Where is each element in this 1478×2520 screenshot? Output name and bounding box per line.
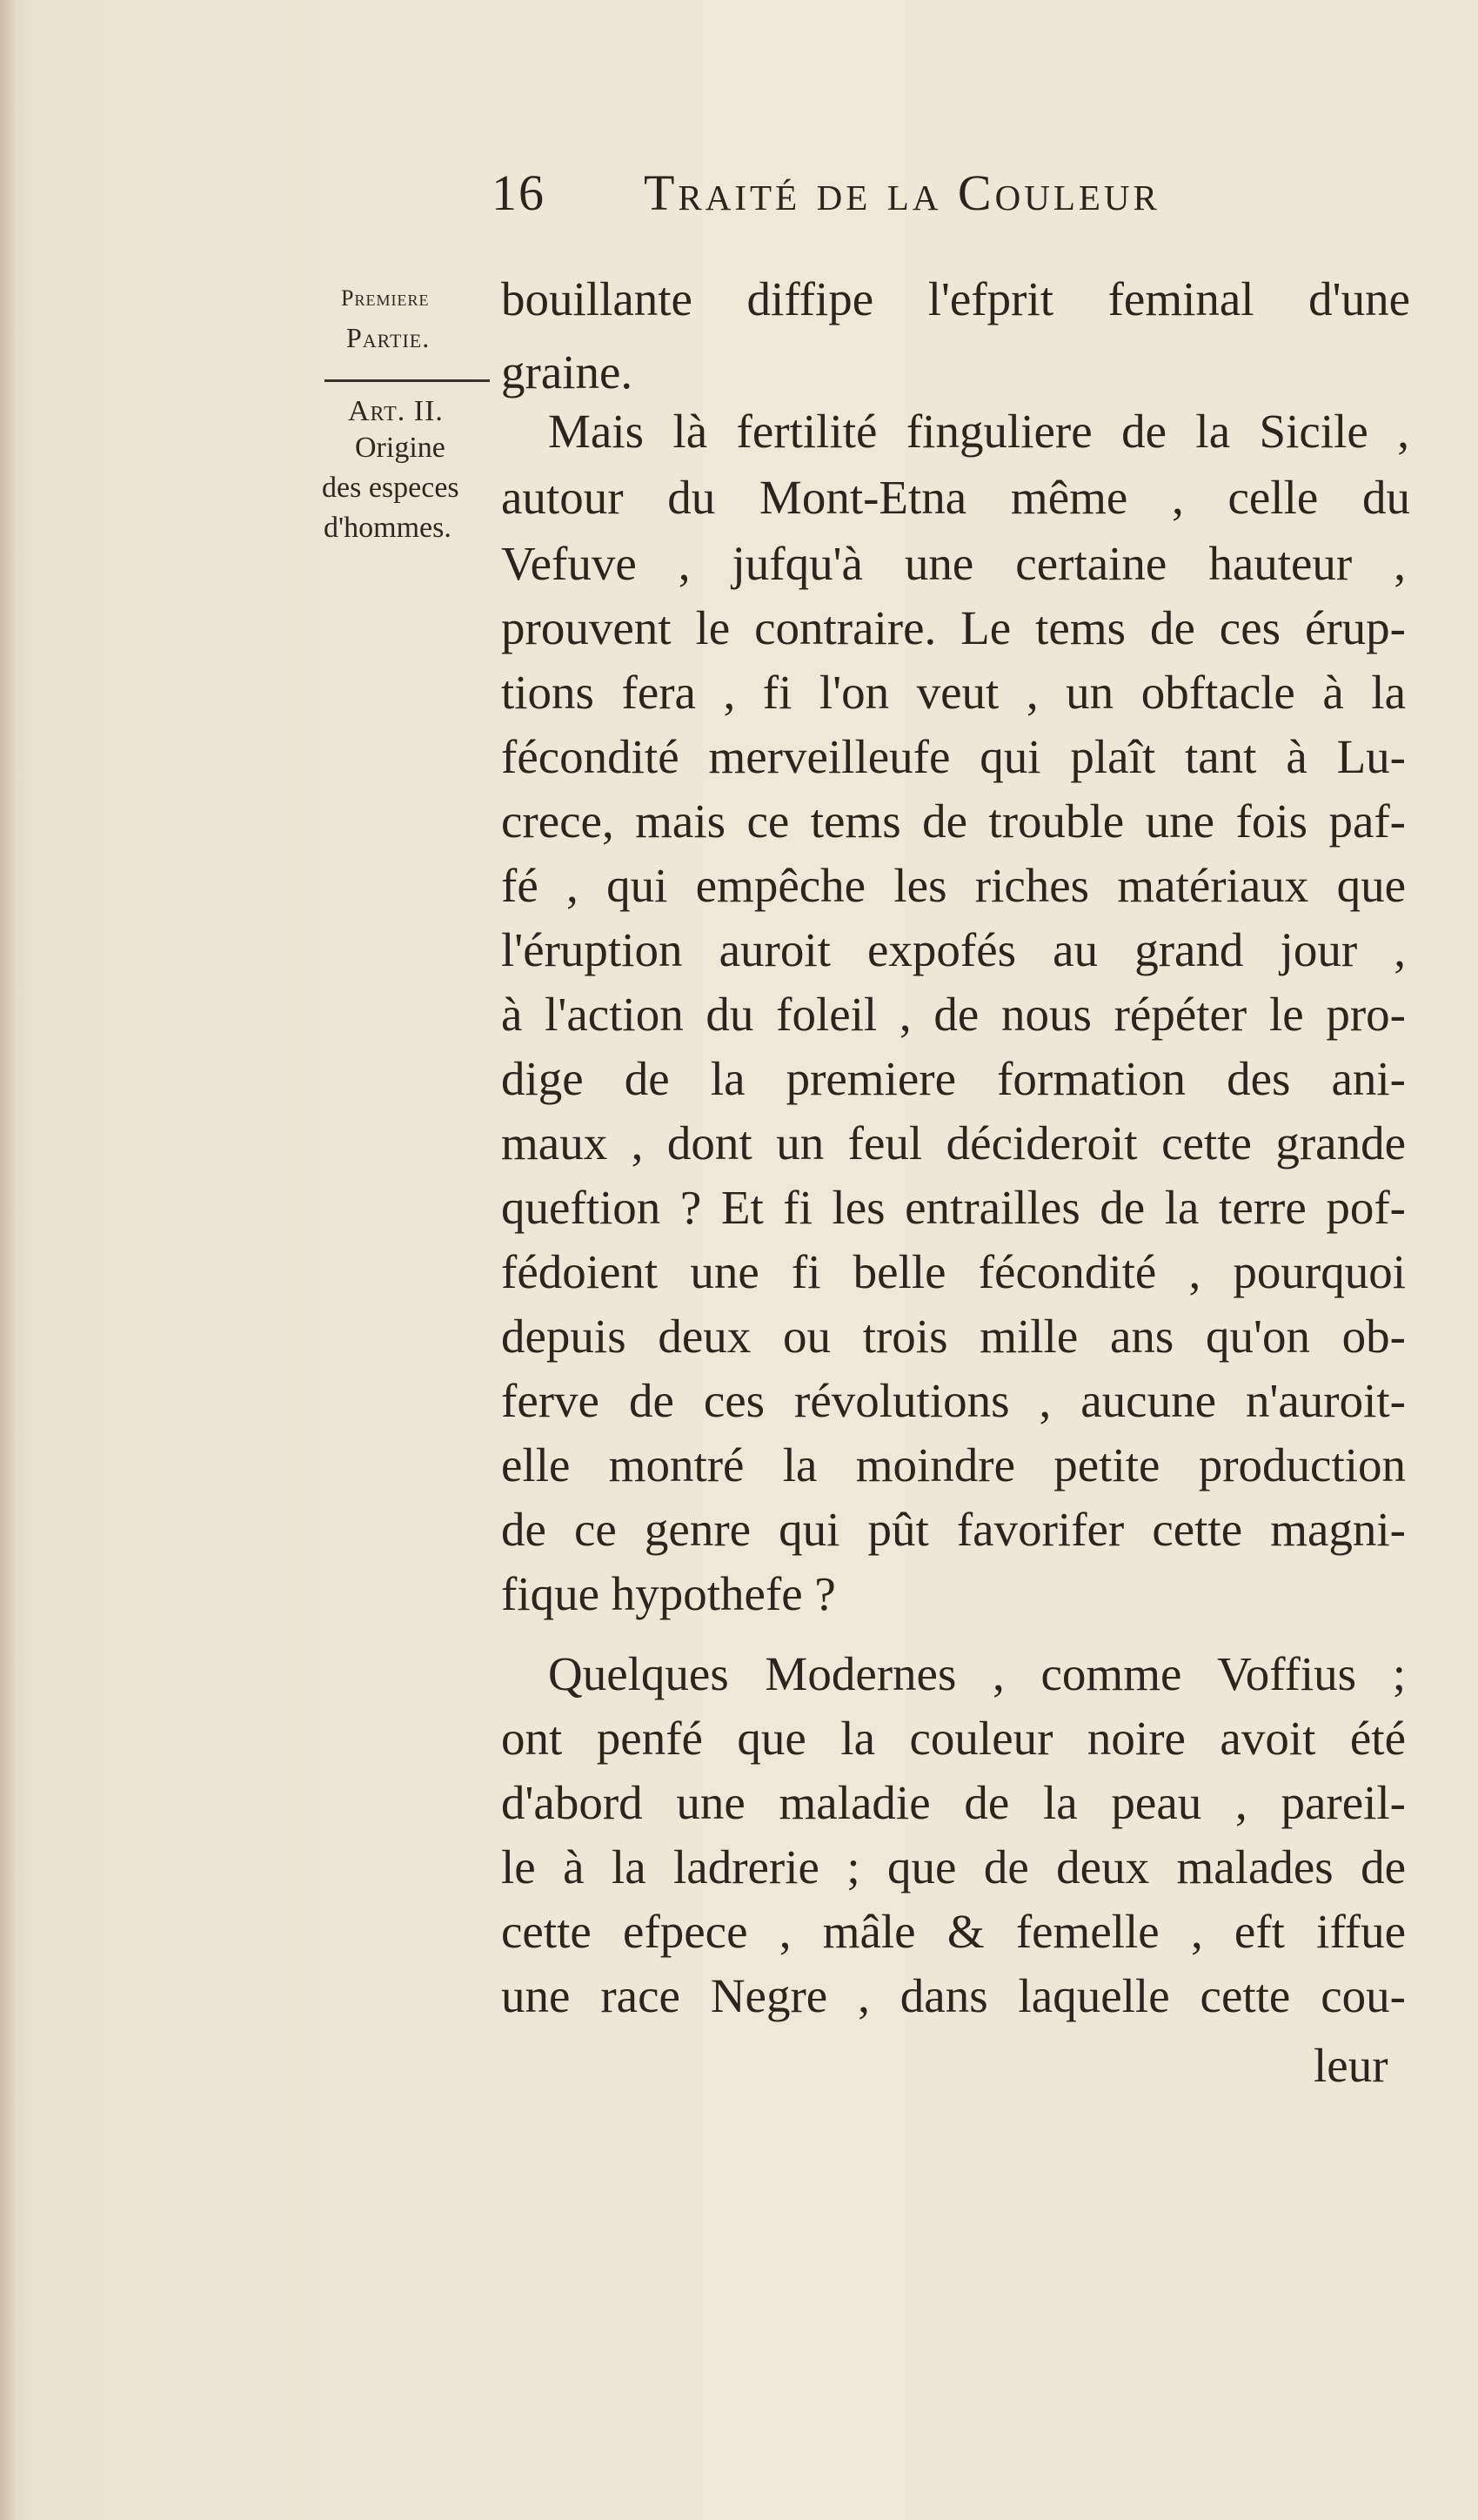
margin-topic-line3: d'hommes. bbox=[324, 512, 451, 544]
margin-topic-line1: Origine bbox=[355, 432, 445, 464]
text-line: ont penfé que la couleur noire avoit été bbox=[501, 1712, 1406, 1765]
text-line: fé , qui empêche les riches matériaux que bbox=[501, 859, 1406, 912]
running-header bbox=[492, 164, 1327, 242]
text-line: fécondité merveilleufe qui plaît tant à Lu- bbox=[501, 730, 1406, 783]
text-line: graine. bbox=[501, 345, 633, 399]
text-line: fique hypothefe ? bbox=[501, 1567, 836, 1620]
text-line: Vefuve , jufqu'à une certaine hauteur , bbox=[501, 537, 1406, 590]
margin-part-label-2: Partie. bbox=[346, 322, 431, 353]
text-line: dige de la premiere formation des ani- bbox=[501, 1052, 1406, 1105]
text-line: queftion ? Et fi les entrailles de la terre pof- bbox=[501, 1181, 1406, 1234]
margin-part-label: Premiere bbox=[341, 285, 430, 311]
margin-topic-line2: des especes bbox=[322, 472, 459, 504]
text-line: elle montré la moindre petite production bbox=[501, 1438, 1406, 1491]
text-line: à l'action du foleil , de nous répéter le pro- bbox=[501, 988, 1406, 1041]
text-line: cette efpece , mâle & femelle , eft iffue bbox=[501, 1905, 1406, 1958]
text-line: crece, mais ce tems de trouble une fois paf- bbox=[501, 794, 1406, 848]
margin-article-label: Art. II. bbox=[348, 395, 444, 427]
text-line: prouvent le contraire. Le tems de ces érup- bbox=[501, 601, 1406, 654]
margin-rule bbox=[324, 379, 490, 382]
text-line: fédoient une fi belle fécondité , pourquoi bbox=[501, 1245, 1406, 1298]
text-line: une race Negre , dans laquelle cette cou- bbox=[501, 1969, 1406, 2022]
text-line: maux , dont un feul décideroit cette grande bbox=[501, 1116, 1406, 1170]
text-line: autour du Mont-Etna même , celle du bbox=[501, 471, 1410, 524]
page-number: 16 bbox=[492, 164, 545, 221]
text-line: d'abord une maladie de la peau , pareil- bbox=[501, 1776, 1406, 1829]
catchword: leur bbox=[1314, 2039, 1388, 2092]
text-line: de ce genre qui pût favorifer cette magni- bbox=[501, 1503, 1406, 1556]
text-line: ferve de ces révolutions , aucune n'auroit- bbox=[501, 1374, 1406, 1427]
text-line: l'éruption auroit expofés au grand jour , bbox=[501, 923, 1406, 976]
running-title: Traité de la Couleur bbox=[644, 164, 1160, 221]
text-line: Quelques Modernes , comme Voffius ; bbox=[548, 1647, 1406, 1700]
page-gutter-shadow bbox=[0, 0, 16, 2520]
text-line: le à la ladrerie ; que de deux malades de bbox=[501, 1840, 1406, 1893]
text-line: Mais là fertilité finguliere de la Sicile , bbox=[548, 405, 1409, 458]
text-line: tions fera , fi l'on veut , un obftacle à la bbox=[501, 666, 1406, 719]
text-line: bouillante diffipe l'efprit feminal d'une bbox=[501, 272, 1410, 325]
text-line: depuis deux ou trois mille ans qu'on ob- bbox=[501, 1310, 1406, 1363]
